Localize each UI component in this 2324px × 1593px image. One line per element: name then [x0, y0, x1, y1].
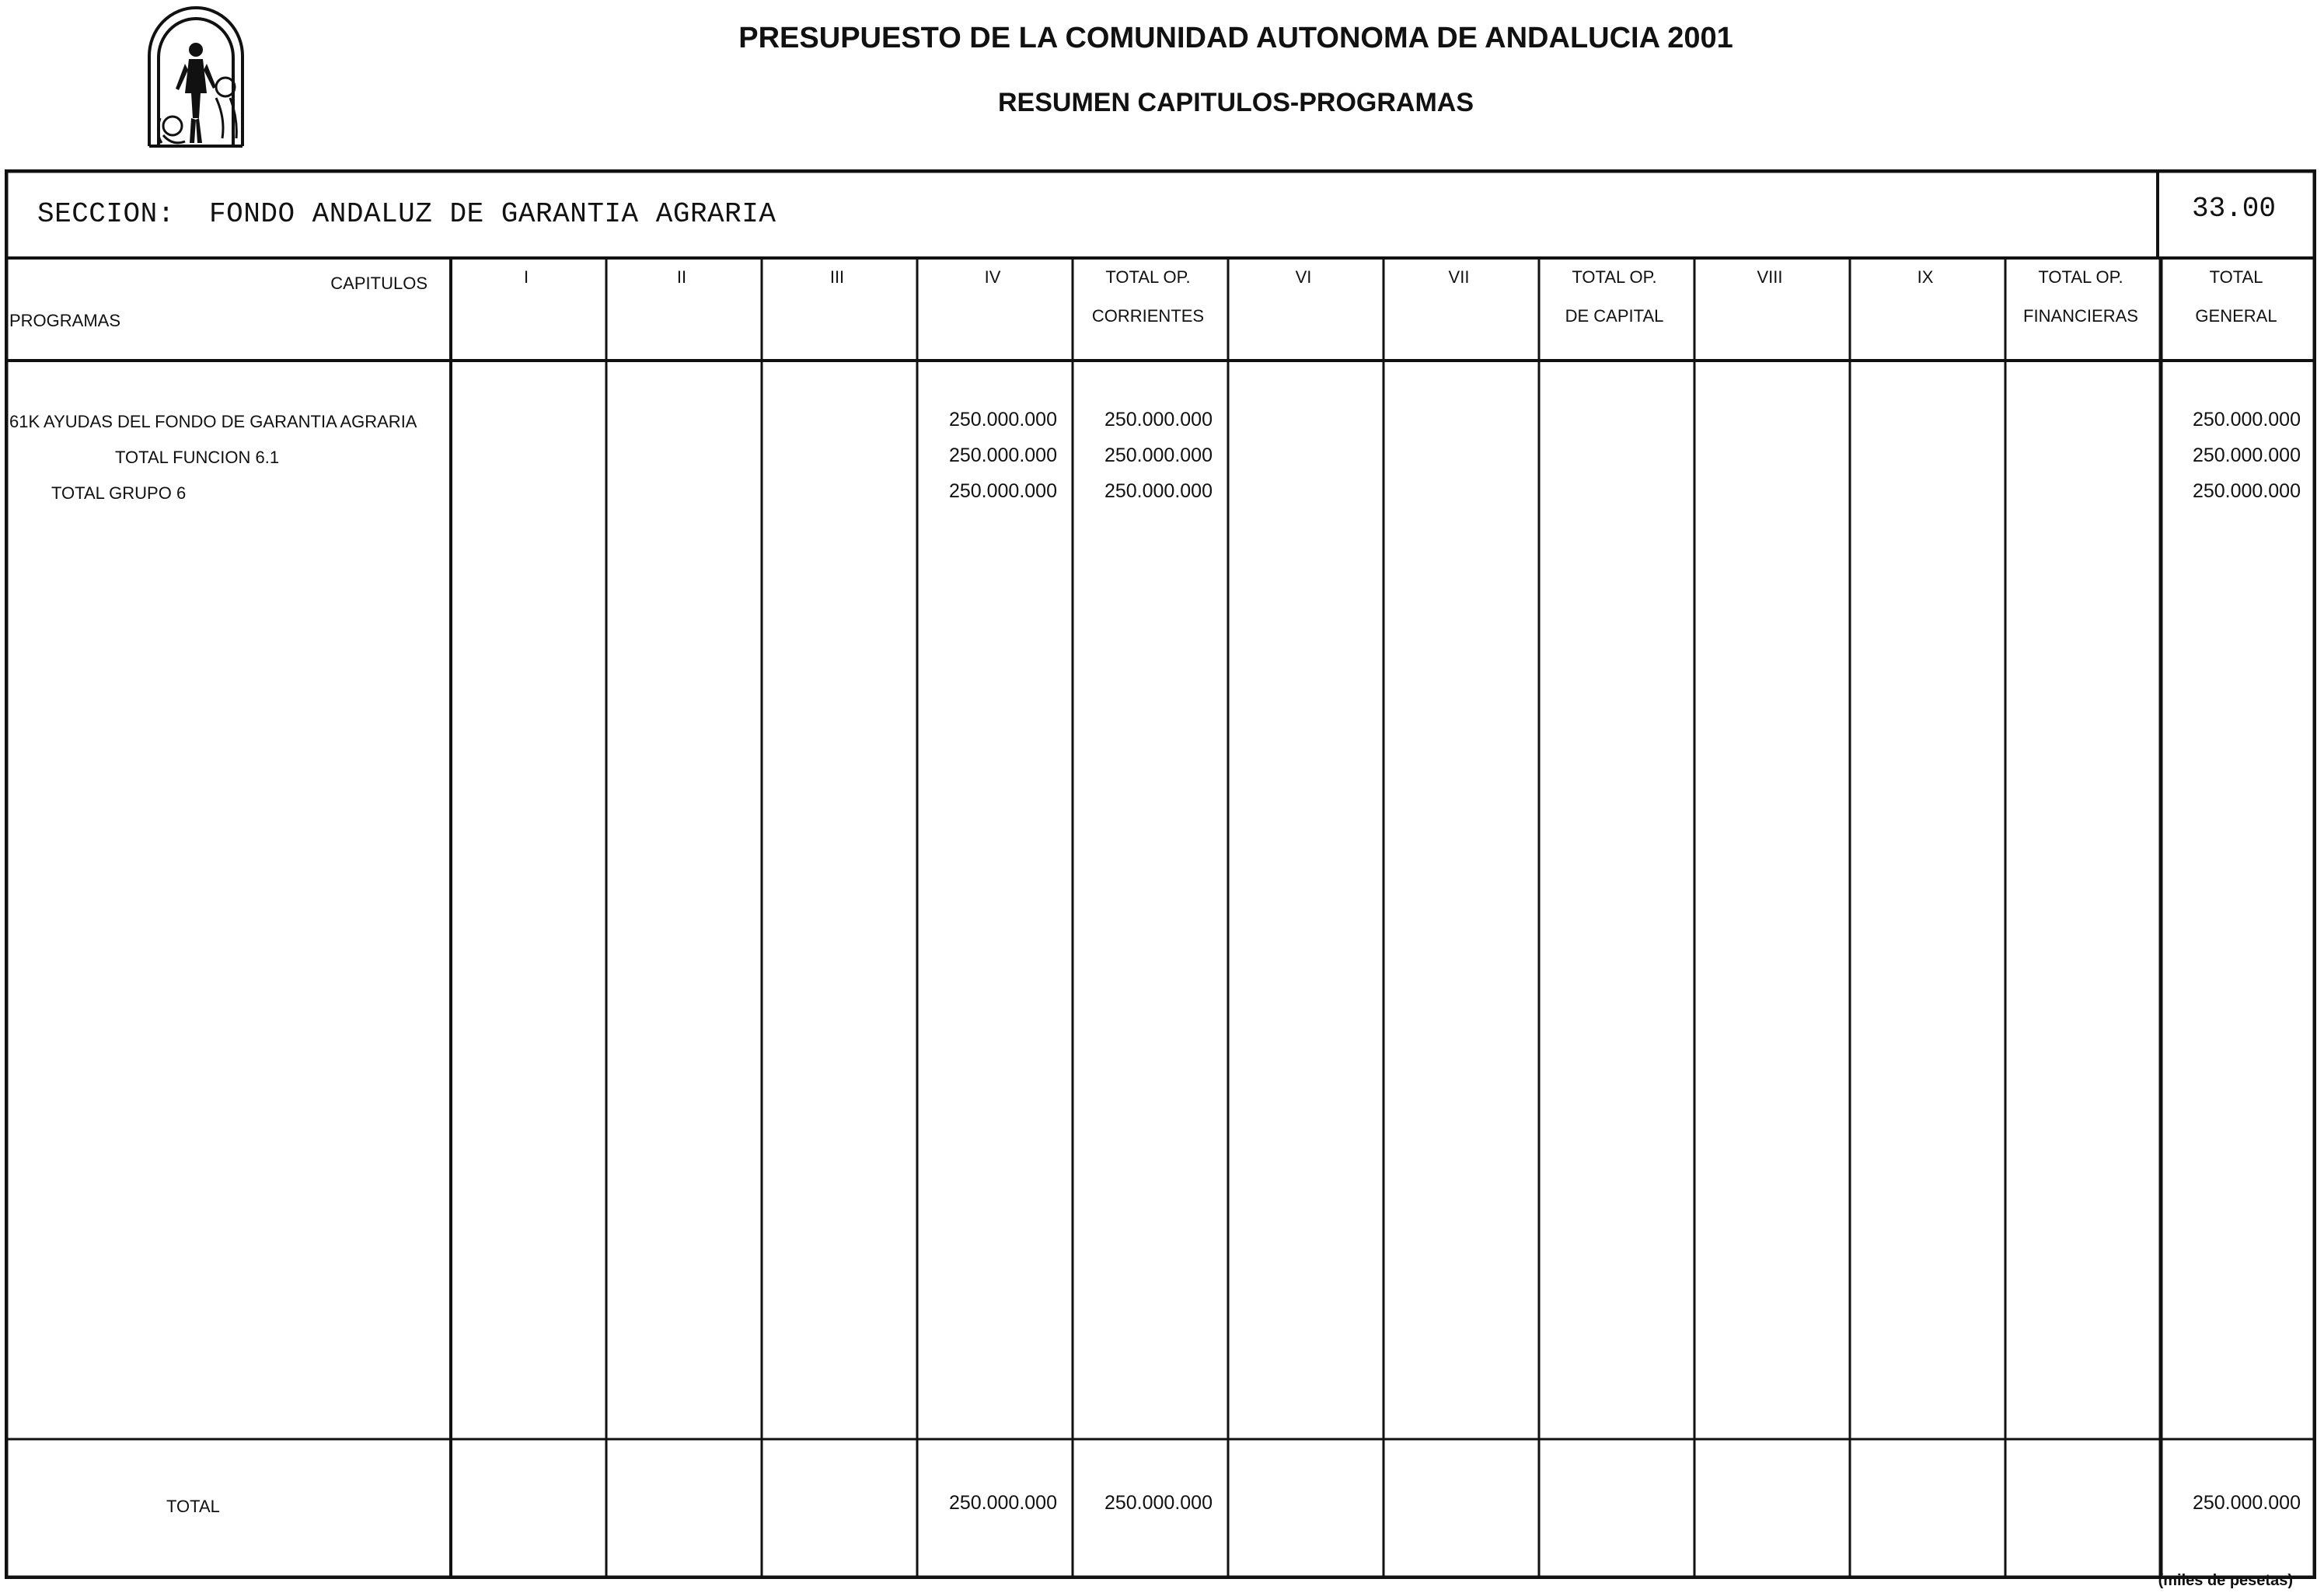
table-cell: 250.000.000: [948, 480, 1057, 502]
header-capitulos: CAPITULOS: [330, 274, 427, 293]
table-cell: 250.000.000: [1104, 480, 1213, 502]
section-code: 33.00: [2191, 193, 2277, 225]
column-header-line2: DE CAPITAL: [1565, 306, 1664, 326]
column-header-line1: TOTAL OP.: [1105, 267, 1191, 287]
table-cell: 250.000.000: [2192, 409, 2301, 430]
table-cell: 250.000.000: [1104, 444, 1213, 466]
column-header-line2: CORRIENTES: [1091, 306, 1205, 326]
column-header-line1: TOTAL: [2209, 267, 2263, 287]
andalucia-coat-of-arms-logo: [141, 2, 250, 151]
column-header-line1: VII: [1448, 267, 1470, 287]
document-subtitle: RESUMEN CAPITULOS-PROGRAMAS: [997, 88, 1474, 117]
column-header-line1: II: [676, 267, 687, 287]
total-cell: 250.000.000: [1104, 1492, 1213, 1514]
document-title: PRESUPUESTO DE LA COMUNIDAD AUTONOMA DE ANDALUCIA 2001: [738, 22, 1733, 54]
column-header-line2: GENERAL: [2195, 306, 2277, 326]
table-cell: 250.000.000: [1104, 409, 1213, 430]
column-header-line1: I: [523, 267, 529, 287]
column-header-line1: IX: [1917, 267, 1934, 287]
table-cell: 250.000.000: [2192, 444, 2301, 466]
column-header-line1: TOTAL OP.: [2038, 267, 2123, 287]
table-cell: 250.000.000: [2192, 480, 2301, 502]
table-cell: 250.000.000: [948, 444, 1057, 466]
units-note: (miles de pesetas): [2158, 1572, 2293, 1589]
column-header-line1: III: [829, 267, 845, 287]
total-label: TOTAL: [166, 1497, 220, 1516]
column-header-line1: VI: [1295, 267, 1312, 287]
section-label: SECCION:: [37, 198, 175, 230]
total-cell: 250.000.000: [2192, 1492, 2301, 1514]
total-cell: 250.000.000: [948, 1492, 1057, 1514]
budget-table-frame: [5, 169, 2316, 1579]
table-cell: 250.000.000: [948, 409, 1057, 430]
section-name: FONDO ANDALUZ DE GARANTIA AGRARIA: [209, 198, 776, 230]
column-header-line1: IV: [984, 267, 1001, 287]
row-label: TOTAL FUNCION 6.1: [115, 448, 280, 467]
row-label: 61K AYUDAS DEL FONDO DE GARANTIA AGRARIA: [9, 412, 417, 431]
column-header-line2: FINANCIERAS: [2023, 306, 2138, 326]
column-header-line1: TOTAL OP.: [1572, 267, 1657, 287]
header-programas: PROGRAMAS: [9, 311, 121, 330]
section-heading: [37, 200, 776, 228]
row-label: TOTAL GRUPO 6: [51, 483, 187, 503]
column-header-line1: VIII: [1757, 267, 1783, 287]
